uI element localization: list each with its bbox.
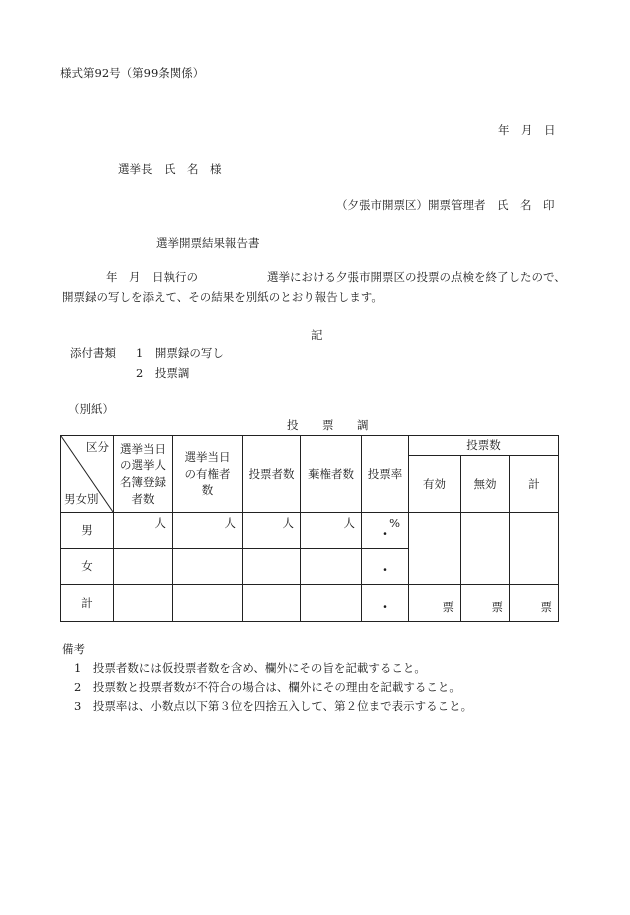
corner-header-cell bbox=[61, 436, 114, 513]
cell-abstain-female bbox=[301, 549, 362, 585]
row-label-total: 計 bbox=[61, 585, 114, 622]
ki-label: 記 bbox=[311, 328, 323, 342]
unit-percent: % bbox=[389, 516, 400, 530]
cell-invalid-total bbox=[461, 585, 510, 622]
cell-valid-total bbox=[409, 585, 461, 622]
unit-vote: 票 bbox=[491, 600, 503, 614]
cell-grand-total bbox=[510, 585, 559, 622]
cell-rate-female bbox=[362, 549, 409, 585]
header-votes: 投票数 bbox=[409, 436, 559, 456]
cell-abstain-total bbox=[301, 585, 362, 622]
cell-eligible-male bbox=[173, 513, 243, 549]
cell-voters-female bbox=[243, 549, 301, 585]
header-rate: 投票率 bbox=[362, 436, 409, 513]
row-label-male: 男 bbox=[61, 513, 114, 549]
header-total-votes: 計 bbox=[510, 456, 559, 513]
unit-person: 人 bbox=[282, 516, 294, 530]
note-item: 3 投票率は、小数点以下第３位を四捨五入して、第２位まで表示すること。 bbox=[74, 699, 473, 713]
vote-summary-table bbox=[60, 435, 559, 622]
cell-rate-male bbox=[362, 513, 409, 549]
unit-person: 人 bbox=[224, 516, 236, 530]
unit-vote: 票 bbox=[540, 600, 553, 614]
document-title: 選挙開票結果報告書 bbox=[156, 236, 260, 250]
body-line-1: 年 月 日執行の 選挙における夕張市開票区の投票の点検を終了したので、 bbox=[106, 270, 566, 284]
cell-abstain-male bbox=[301, 513, 362, 549]
cell-registered-male bbox=[114, 513, 173, 549]
note-item: 1 投票者数には仮投票者数を含め、欄外にその旨を記載すること。 bbox=[74, 661, 426, 675]
header-registered: 選挙当日の選挙人名簿登録者数 bbox=[114, 436, 173, 513]
addressee: 選挙長 氏 名 様 bbox=[118, 162, 222, 176]
attachment-item: 2 投票調 bbox=[136, 366, 190, 380]
header-abstain: 棄権者数 bbox=[301, 436, 362, 513]
cell-rate-total bbox=[362, 585, 409, 622]
cell-voters-total bbox=[243, 585, 301, 622]
cell-eligible-female bbox=[173, 549, 243, 585]
cell-registered-total bbox=[114, 585, 173, 622]
header-voters: 投票者数 bbox=[243, 436, 301, 513]
decimal-point: ・ bbox=[379, 527, 391, 542]
report-date: 年 月 日 bbox=[498, 123, 556, 137]
unit-person: 人 bbox=[343, 516, 355, 530]
annex-label: （別紙） bbox=[68, 402, 114, 416]
corner-label-category: 区分 bbox=[86, 440, 109, 454]
decimal-point: ・ bbox=[379, 563, 391, 578]
header-invalid: 無効 bbox=[461, 456, 510, 513]
attachment-item: 1 開票録の写し bbox=[136, 346, 224, 360]
header-eligible: 選挙当日の有権者数 bbox=[173, 436, 243, 513]
decimal-point: ・ bbox=[379, 600, 391, 615]
attachments-label: 添付書類 bbox=[70, 346, 116, 360]
cell-total-votes-merged bbox=[510, 513, 559, 585]
unit-vote: 票 bbox=[442, 600, 454, 614]
corner-label-gender: 男女別 bbox=[64, 492, 99, 507]
cell-valid-merged bbox=[409, 513, 461, 585]
note-item: 2 投票数と投票者数が不符合の場合は、欄外にその理由を記載すること。 bbox=[74, 680, 461, 694]
cell-voters-male bbox=[243, 513, 301, 549]
cell-eligible-total bbox=[173, 585, 243, 622]
table-title: 投 票 調 bbox=[287, 418, 375, 432]
cell-invalid-merged bbox=[461, 513, 510, 585]
notes-heading: 備考 bbox=[62, 642, 85, 656]
header-valid: 有効 bbox=[409, 456, 461, 513]
cell-registered-female bbox=[114, 549, 173, 585]
row-label-female: 女 bbox=[61, 549, 114, 585]
body-line-2: 開票録の写しを添えて、その結果を別紙のとおり報告します。 bbox=[62, 290, 383, 304]
form-number-label: 様式第92号（第99条関係） bbox=[60, 66, 205, 80]
unit-person: 人 bbox=[154, 516, 166, 530]
sender: （夕張市開票区）開票管理者 氏 名 印 bbox=[336, 198, 555, 212]
